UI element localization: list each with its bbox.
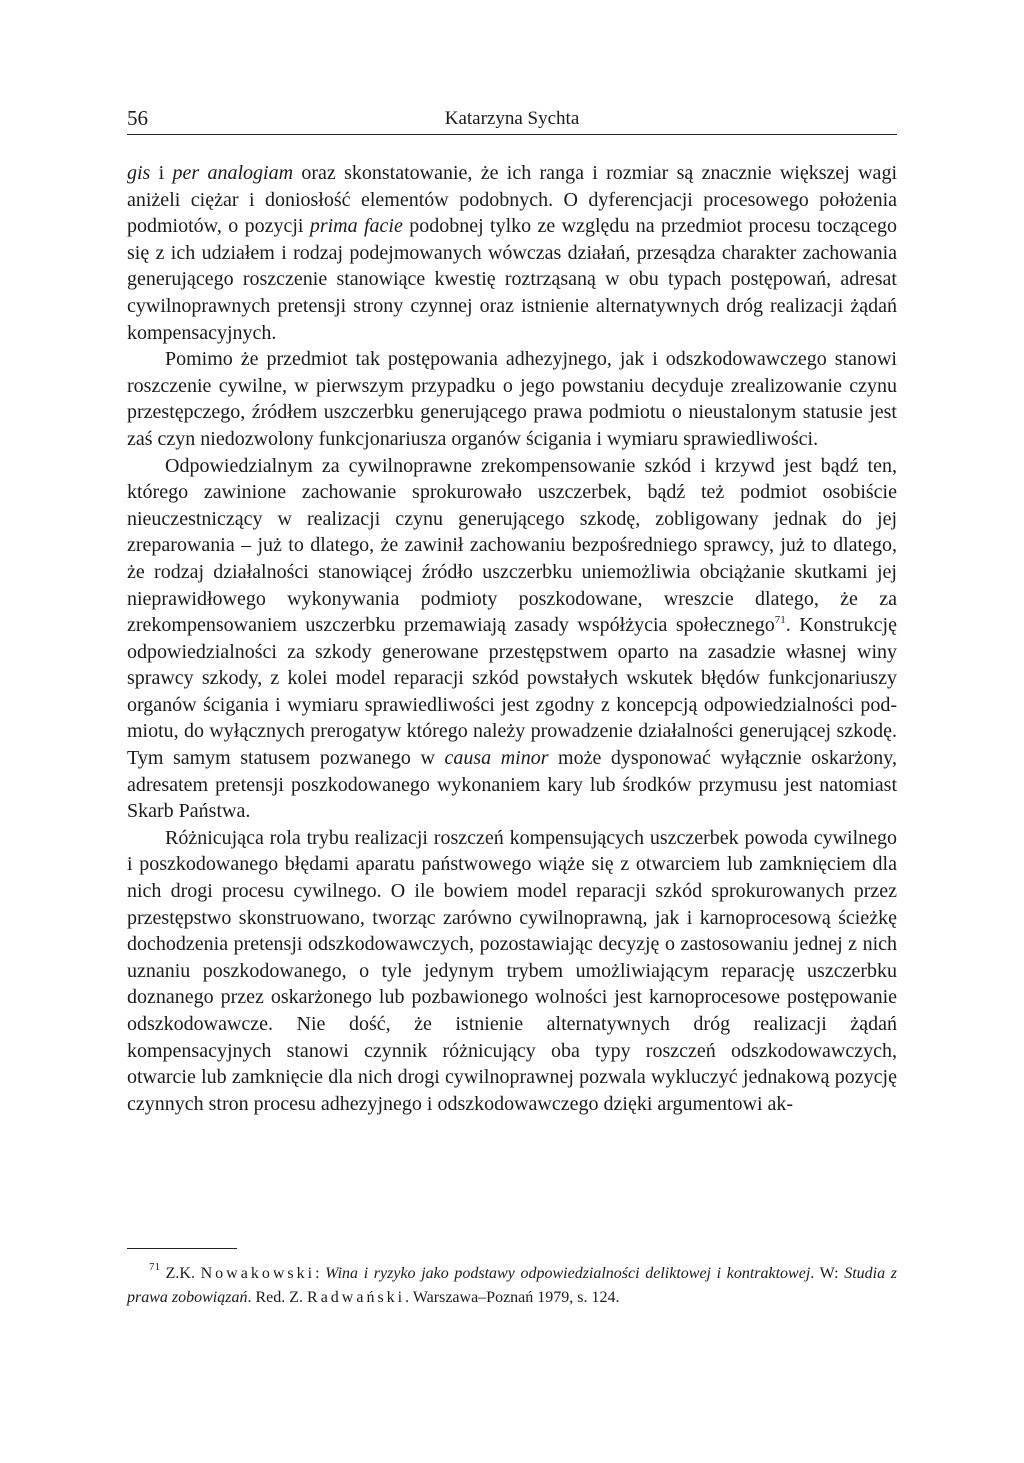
- italic-term: per analogiam: [172, 162, 294, 184]
- italic-term: causa minor: [444, 747, 549, 770]
- footnote: [127, 1262, 897, 1310]
- text-run: oraz skonstatowanie, że ich ranga i rozmiar są znacznie większej wagi aniżeli ciężar i doniosłość elementów podobnych. O dyferencjacji procesowego położenia podmiotów, o pozycji: [127, 162, 897, 238]
- italic-term: prima facie: [309, 215, 403, 238]
- author-name: Radwański: [307, 1289, 406, 1306]
- work-title: Studia z prawa zobowiązań: [127, 1265, 897, 1306]
- body-text: [127, 160, 897, 1117]
- text-run: podobnej tylko ze względu na przedmiot procesu toczącego się z ich udziałem i rodzaj podejmowanych wówczas działań, przesądza charakter zachowania generującego roszczenie stanowiące kwestię roztrząsaną w obu typach postępowań, adresat cywilnoprawnych pretensji strony czynnej oraz istnienie alternatywnych dróg realizacji żądań kompensacyjnych.: [127, 215, 897, 344]
- work-title: Wina i ryzyko jako podstawy odpowiedzialności deliktowej i kontraktowej: [325, 1265, 811, 1282]
- text-run: . W:: [810, 1265, 845, 1282]
- author-name: Nowakowski: [200, 1265, 316, 1282]
- text-run: i: [150, 162, 173, 184]
- text-run: Z.K.: [160, 1265, 201, 1282]
- footnote-number: 71: [149, 1261, 160, 1273]
- text-run: . Warszawa–Poznań 1979, s. 124.: [405, 1289, 620, 1306]
- page-header: [127, 104, 897, 135]
- paragraph-3: [127, 453, 897, 825]
- italic-term: gis: [127, 162, 151, 184]
- text-run: może dysponować wyłącznie oskarżony, adresatem pretensji poszkodowanego wykonaniem kary lub środków przymusu jest natomiast Skarb Państwa.: [127, 747, 897, 823]
- text-run: Odpowiedzialnym za cywilnoprawne zrekompensowanie szkód i krzywd jest bądź ten, którego zawinione zachowanie sprokurowało uszczerbek, bądź też podmiot osobiście nieuczestniczący w realizacji czynu generującego szkodę, zobligowany jednak do jej zreparowania – już to dlatego, że zawinił zachowaniu bezpośredniego sprawcy, już to dlatego, że rodzaj działalności stanowiącej źródło uszczerbku uniemożliwia obciążanie skutkami jej nieprawidłowego wykonywania podmioty poszkodowane, wreszcie dlatego, że za zrekompensowaniem uszczerbku przemawiają zasady współżycia społecznego: [127, 454, 897, 637]
- running-head: Katarzyna Sychta: [444, 108, 580, 129]
- footnote-rule: [127, 1248, 237, 1249]
- paragraph-2: Pomimo że przedmiot tak postępowania adhezyjnego, jak i odszkodowawczego stanowi roszczenie cywilne, w pierwszym przypadku o jego powstaniu decyduje zrealizowanie czynu przestępczego, źródłem uszczerbku generującego prawa podmiotu o nieustalonym statusie jest zaś czyn niedozwolony funkcjonariusza organów ścigania i wymiaru sprawiedliwości.: [127, 348, 897, 450]
- page-number: 56: [127, 106, 148, 130]
- footnote-reference: 71: [774, 614, 786, 627]
- text-run: . Konstrukcję odpowiedzialności za szkody generowane przestępstwem oparto na zasadzie własnej winy sprawcy szkody, z kolei model reparacji szkód powstałych wskutek błędów funkcjonariuszy organów ścigania i wymiaru sprawiedliwości jest zgodny z koncepcją odpowiedzialności podmiotu, do wyłącznych prerogatyw którego należy prowadzenie działalności generującej szkodę. Tym samym statusem pozwanego w: [127, 614, 897, 770]
- text-run: :: [315, 1265, 326, 1282]
- text-run: . Red. Z.: [247, 1289, 308, 1306]
- paragraph-1: [127, 160, 897, 346]
- paragraph-4: Różnicująca rola trybu realizacji roszczeń kompensujących uszczerbek powoda cywilnego i poszkodowanego błędami aparatu państwowego wiąże się z otwarciem lub zamknięciem dla nich drogi procesu cywilnego. O ile bowiem model reparacji szkód sprokurowanych przez przestępstwo skonstruowano, tworząc zarówno cywilnoprawną, jak i karnoprocesową ścieżkę dochodzenia pretensji odszkodowawczych, pozostawiając decyzję o zastosowaniu jednej z nich uznaniu poszkodowanego, o tyle jedynym trybem umożliwiającym reparację uszczerbku doznanego przez oskarżonego lub pozbawionego wolności jest karnoprocesowe postępowanie odszkodowawcze. Nie dość, że istnienie alternatywnych dróg realizacji żądań kompensacyjnych stanowi czynnik różnicujący oba typy roszczeń odszkodowawczych, otwarcie lub zamknięcie dla nich drogi cywilnoprawnej pozwala wykluczyć jednakową pozycję czynnych stron procesu adhezyjnego i odszkodowawczego dzięki argumentowi ak-: [127, 826, 897, 1115]
